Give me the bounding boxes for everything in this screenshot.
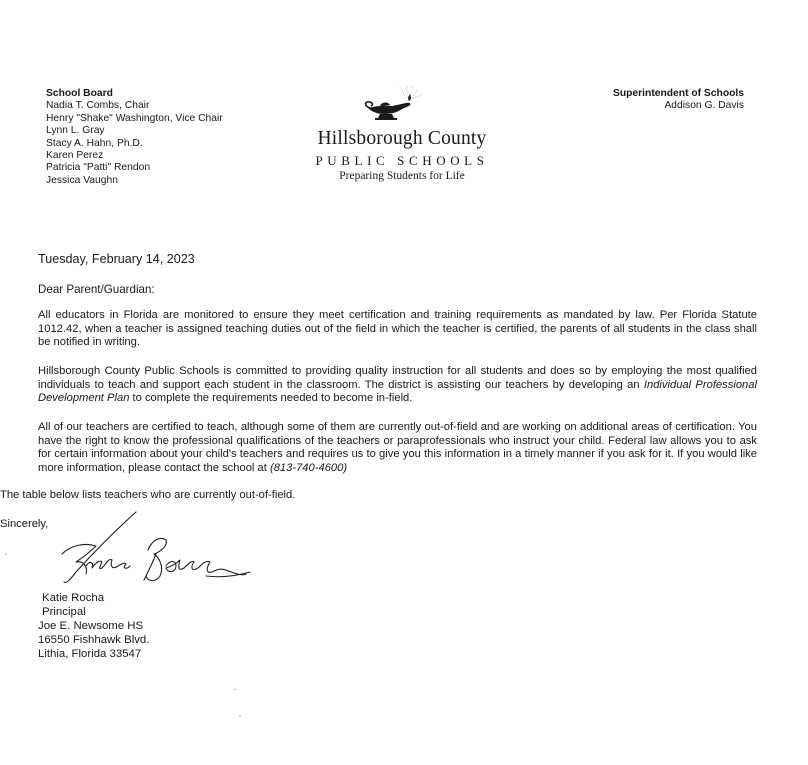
letter-date: Tuesday, February 14, 2023 <box>38 252 195 266</box>
superintendent-name: Addison G. Davis <box>664 100 744 112</box>
sender-school: Joe E. Newsome HS <box>38 620 144 632</box>
district-name: Hillsborough County <box>317 128 487 149</box>
sender-title: Principal <box>42 606 86 618</box>
board-member: Henry "Shake" Washington, Vice Chair <box>46 112 223 124</box>
paragraph-table-intro: The table below lists teachers who are currently out-of-field. <box>0 489 296 501</box>
sender-name: Katie Rocha <box>42 592 105 604</box>
board-member: Lynn L. Gray <box>46 125 105 137</box>
paragraph-certification: All educators in Florida are monitored to ensure they meet certification and training requirements as mandated by law. Per Florida Statute 1012.42, when a teacher is assigned teaching duties out of the field in which the teacher is certified, the parents of all students in the class shall be notified in writing. <box>38 309 757 349</box>
district-tagline: Preparing Students for Life <box>339 170 465 182</box>
board-member: Stacy A. Hahn, Ph.D. <box>46 137 143 149</box>
paragraph-rights <box>38 421 757 476</box>
paragraph-text: All of our teachers are certified to teach, although some of them are currently out-of-field and are working on additional areas of certification. You have the right to know the professional qualifications of the teachers or paraprofessionals who instruct your child. Federal law allows you to ask for certain information about your child's teachers and requires us to give you this information in a timely manner if you ask for it. If you would like more information, please contact the school at <box>38 421 757 475</box>
paragraph-text: Hillsborough County Public Schools is committed to providing quality instruction for all students and does so by employing the most qualified individuals to teach and support each student in the classroom. The district is assisting our teachers by developing an <box>38 365 757 391</box>
superintendent-block <box>613 88 744 113</box>
salutation: Dear Parent/Guardian: <box>38 283 155 296</box>
board-member: Nadia T. Combs, Chair <box>46 100 150 112</box>
school-board-heading: School Board <box>46 88 113 99</box>
handwritten-signature <box>56 510 256 592</box>
paragraph-text: to complete the requirements needed to become in-field. <box>129 392 413 405</box>
scan-speck <box>5 554 7 555</box>
lamp-of-learning-icon <box>362 84 424 122</box>
scan-speck <box>239 716 241 717</box>
sender-address-line-1: 16550 Fishhawk Blvd. <box>38 634 150 646</box>
school-board-list <box>46 88 223 187</box>
paragraph-commitment <box>38 365 757 406</box>
board-member: Patricia "Patti" Rendon <box>46 162 151 174</box>
plan-name: Individual Professional Development Plan <box>38 378 757 405</box>
board-member: Jessica Vaughn <box>46 174 118 186</box>
sender-block <box>38 591 149 661</box>
district-subtitle: PUBLIC SCHOOLS <box>315 153 489 168</box>
closing: Sincerely, <box>0 518 49 530</box>
scan-speck <box>234 689 236 690</box>
superintendent-heading: Superintendent of Schools <box>612 88 744 99</box>
board-member: Karen Perez <box>46 150 104 162</box>
school-phone: (813-740-4600) <box>269 462 348 475</box>
sender-address-line-2: Lithia, Florida 33547 <box>38 648 142 660</box>
